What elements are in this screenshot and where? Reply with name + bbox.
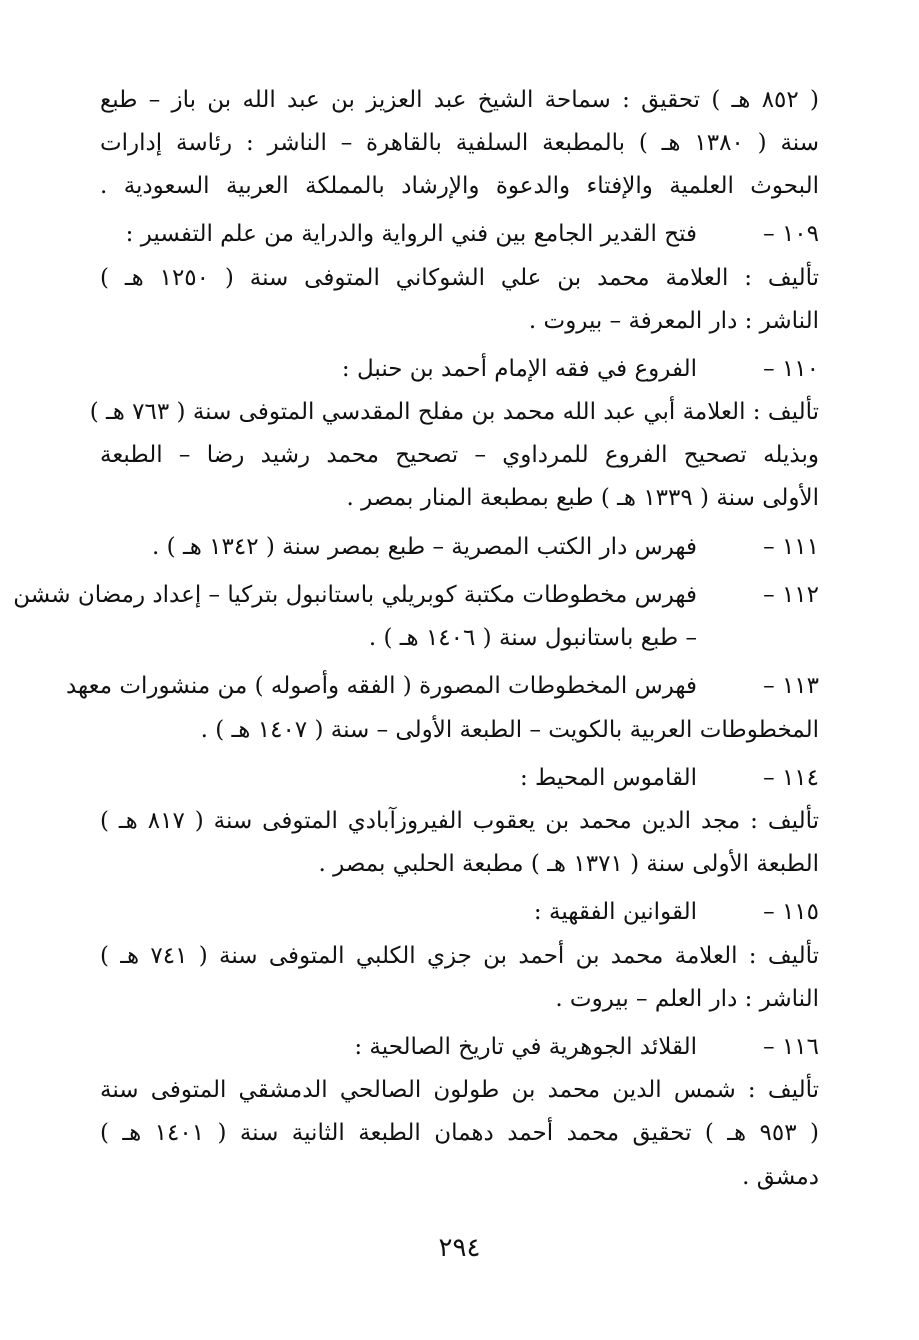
entry-title: القوانين الفقهية : [533, 899, 697, 925]
entry-title: فهرس مخطوطات مكتبة كوبريلي باستانبول بتركيا – إعداد رمضان ششن [13, 582, 697, 608]
entry-title: فتح القدير الجامع بين فني الرواية والدراية من علم التفسير : [125, 221, 697, 247]
entry-number: ١٠٩ – [763, 221, 819, 247]
entry-title: فهرس المخطوطات المصورة ( الفقه وأصوله ) من منشورات معهد [65, 673, 697, 699]
entry-title: الفروع في فقه الإمام أحمد بن حنبل : [341, 356, 697, 382]
continuation-line: البحوث العلمية والإفتاء والدعوة والإرشاد بالمملكة العربية السعودية . [100, 173, 819, 199]
entry-line: الأولى سنة ( ١٣٣٩ هـ ) طبع بمطبعة المنار بمصر . [346, 485, 819, 511]
entry-line: الناشر : دار المعرفة – بيروت . [528, 308, 819, 334]
entry-title: فهرس دار الكتب المصرية – طبع بمصر سنة ( ١٣٤٢ هـ ) . [152, 534, 697, 560]
entry-number: ١١٥ – [763, 899, 819, 925]
page-number: ٢٩٤ [438, 1233, 481, 1263]
entry-line: – طبع باستانبول سنة ( ١٤٠٦ هـ ) . [368, 625, 697, 651]
entry-number: ١١٢ – [763, 582, 819, 608]
entry-line: الطبعة الأولى سنة ( ١٣٧١ هـ ) مطبعة الحلبي بمصر . [318, 851, 819, 877]
entry-line: تأليف : العلامة أبي عبد الله محمد بن مفلح المقدسي المتوفى سنة ( ٧٦٣ هـ ) [89, 399, 819, 425]
entry-line: تأليف : شمس الدين محمد بن طولون الصالحي الدمشقي المتوفى سنة [100, 1077, 819, 1103]
entry-number: ١١٠ – [763, 356, 819, 382]
entry-number: ١١١ – [763, 534, 819, 560]
continuation-line: سنة ( ١٣٨٠ هـ ) بالمطبعة السلفية بالقاهرة – الناشر : رئاسة إدارات [100, 130, 819, 156]
entry-title: القاموس المحيط : [519, 765, 697, 791]
entry-number: ١١٦ – [763, 1034, 819, 1060]
entry-line: الناشر : دار العلم – بيروت . [555, 986, 819, 1012]
entry-line: تأليف : العلامة محمد بن علي الشوكاني المتوفى سنة ( ١٢٥٠ هـ ) [100, 265, 820, 291]
entry-line: ( ٩٥٣ هـ ) تحقيق محمد أحمد دهمان الطبعة الثانية سنة ( ١٤٠١ هـ ) [100, 1120, 819, 1146]
entry-line: المخطوطات العربية بالكويت – الطبعة الأولى – سنة ( ١٤٠٧ هـ ) . [200, 717, 819, 743]
entry-number: ١١٣ – [763, 673, 819, 699]
entry-line: تأليف : العلامة محمد بن أحمد بن جزي الكلبي المتوفى سنة ( ٧٤١ هـ ) [100, 943, 819, 969]
entry-title: القلائد الجوهرية في تاريخ الصالحية : [354, 1034, 697, 1060]
entry-line: تأليف : مجد الدين محمد بن يعقوب الفيروزآبادي المتوفى سنة ( ٨١٧ هـ ) [100, 808, 820, 834]
entry-number: ١١٤ – [763, 765, 819, 791]
entry-line: وبذيله تصحيح الفروع للمرداوي – تصحيح محمد رشيد رضا – الطبعة [100, 442, 819, 468]
entry-line: دمشق . [742, 1164, 819, 1190]
continuation-line: ( ٨٥٢ هـ ) تحقيق : سماحة الشيخ عبد العزيز بن عبد الله بن باز – طبع [100, 87, 819, 113]
